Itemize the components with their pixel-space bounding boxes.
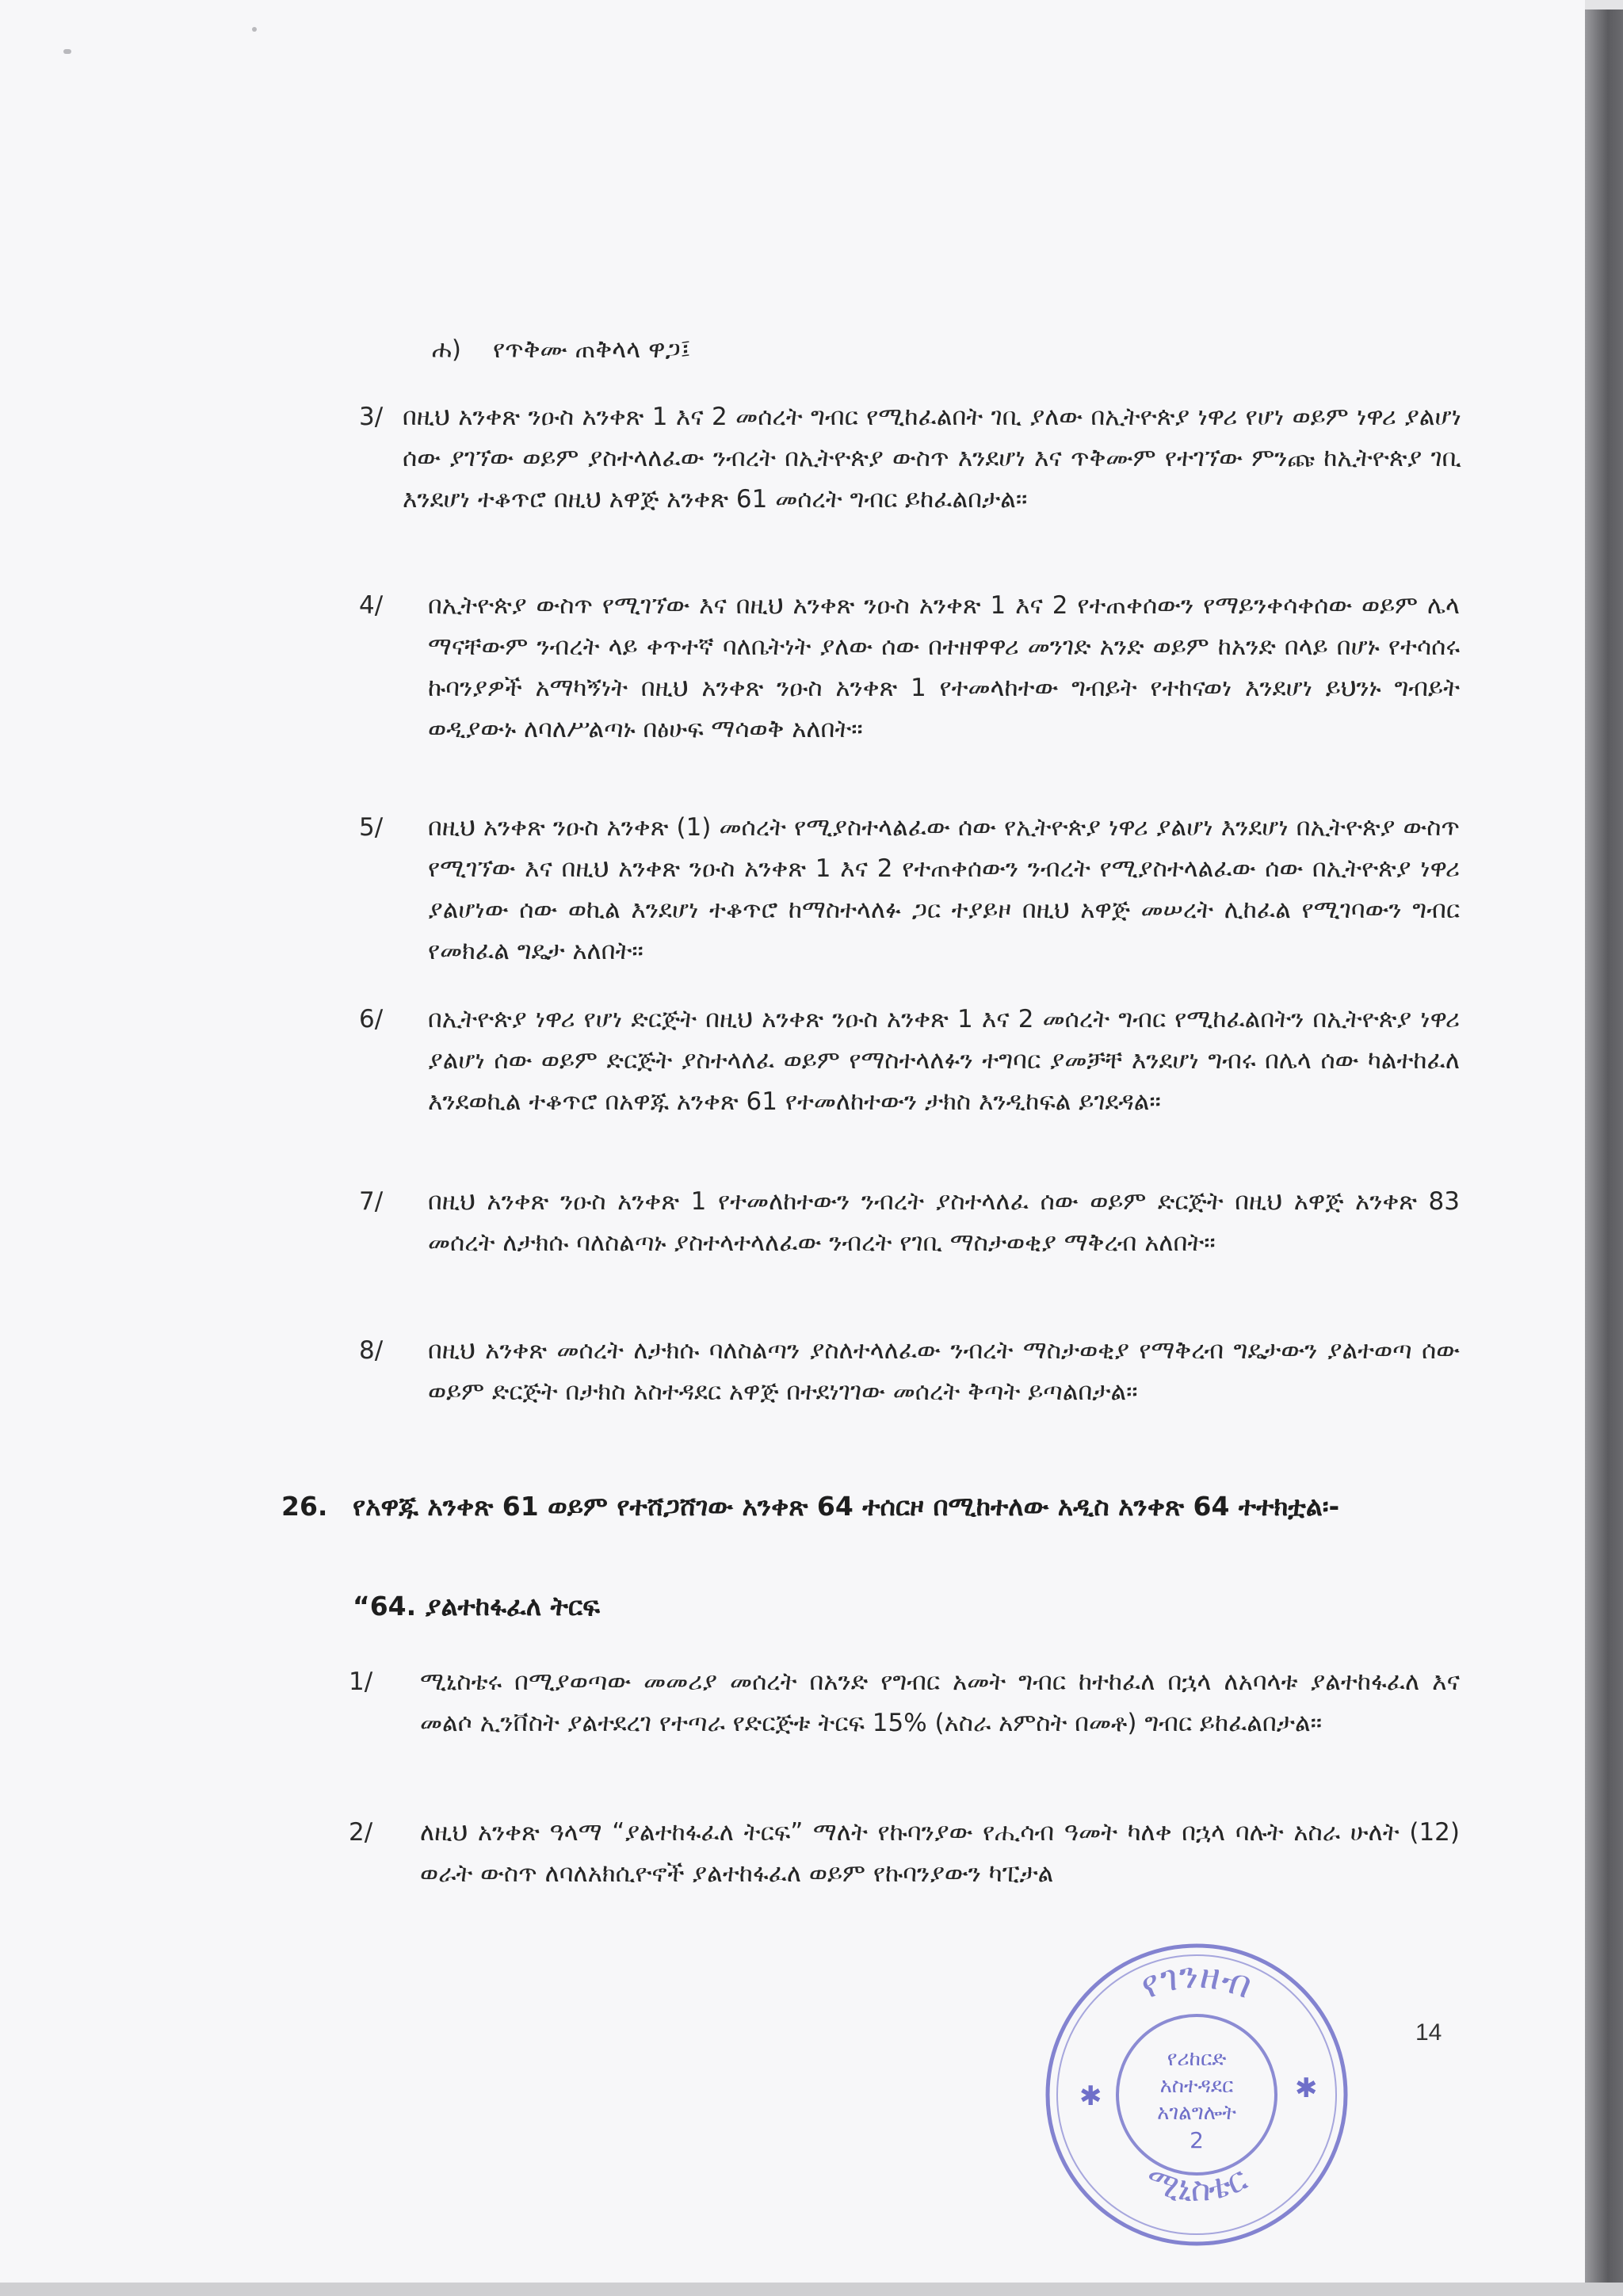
scan-bottom-edge xyxy=(0,2283,1623,2296)
stamp-center-text: የሪከርድ xyxy=(1167,2047,1227,2071)
item-text: የጥቅሙ ጠቅላላ ዋጋ፤ xyxy=(493,335,691,364)
item-text: ለዚህ አንቀጽ ዓላማ “ያልተከፋፈለ ትርፍ” ማለት የኩባንያው የሒሳብ ዓመት ካለቀ በኋላ ባሉት አስራ ሁለት (12) ወራት ውስጥ ለባለአክሲዮኖች ያልተከፋፈለ ወይም የኩባንያውን ካፒታል xyxy=(420,1818,1460,1888)
stamp-ring-bottom-text: ሚኒስቴር xyxy=(1140,2159,1253,2209)
item-text: በኢትዮጵያ ውስጥ የሚገኘው እና በዚህ አንቀጽ ንዑስ አንቀጽ 1 እና 2 የተጠቀሰውን የማይንቀሳቀሰው ወይም ሌላ ማናቸውም ንብረት ላይ ቀጥተኛ ባለቤትነት ያለው ሰው በተዘዋዋሪ መንገድ አንድ ወይም ከአንድ በላይ በሆኑ የተሳሰሩ ኩባንያዎች አማካኝነት በዚህ አንቀጽ ንዑስ አንቀጽ 1 የተመላከተው ግብይት የተከናወነ እንደሆነ ይህንኑ ግብይት ወዲያውኑ ለባለሥልጣኑ በፅሁፍ ማሳወቅ አለበት። xyxy=(428,591,1460,743)
stamp-center-text: አገልግሎት xyxy=(1157,2101,1236,2125)
item-text: በኢትዮጵያ ነዋሪ የሆነ ድርጅት በዚህ አንቀጽ ንዑስ አንቀጽ 1 እና 2 መሰረት ግብር የሚከፈልበትን በኢትዮጵያ ነዋሪ ያልሆነ ሰው ወይም ድርጅት ያስተላለፈ ወይም የማስተላለፉን ተግባር ያመቻቸ እንደሆነ ግብሩ በሌላ ሰው ካልተከፈለ እንደወኪል ተቆጥሮ በአዋጁ አንቀጽ 61 የተመለከተውን ታክስ እንዲከፍል ይገደዳል። xyxy=(428,1005,1460,1116)
stamp-center-text: አስተዳደር xyxy=(1159,2074,1234,2098)
scan-speck xyxy=(63,49,71,54)
section-number: 26. xyxy=(281,1491,328,1522)
item-number: ሐ) xyxy=(432,335,461,364)
official-stamp xyxy=(1030,1924,1363,2257)
subsection-title: “64. ያልተከፋፈለ ትርፍ xyxy=(353,1591,600,1622)
stamp-star-icon: ✱ xyxy=(1295,2073,1318,2104)
stamp-ring-top-text: የገንዘብ xyxy=(1134,1953,1258,2008)
item-text: በዚህ አንቀጽ ንዑስ አንቀጽ 1 የተመለከተውን ንብረት ያስተላለፈ ሰው ወይም ድርጅት በዚህ አዋጅ አንቀጽ 83 መሰረት ለታክሱ ባለስልጣኑ ያስተላተላለፈው ንብረት የገቢ ማስታወቂያ ማቅረብ አለበት። xyxy=(428,1187,1460,1257)
item-text: በዚህ አንቀጽ ንዑስ አንቀጽ 1 እና 2 መሰረት ግብር የሚከፈልበት ገቢ ያለው በኢትዮጵያ ነዋሪ የሆነ ወይም ነዋሪ ያልሆነ ሰው ያገኘው ወይም ያስተላለፈው ንብረት በኢትዮጵያ ውስጥ እንደሆነ እና ጥቅሙም የተገኘው ምንጩ ከኢትዮጵያ ገቢ እንደሆነ ተቆጥሮ በዚህ አዋጅ አንቀጽ 61 መሰረት ግብር ይከፈልበታል። xyxy=(403,403,1461,514)
section-title: የአዋጁ አንቀጽ 61 ወይም የተሸጋሸገው አንቀጽ 64 ተሰርዞ በሚከተለው አዲስ አንቀጽ 64 ተተክቷል፡- xyxy=(353,1491,1340,1522)
item-number: 6/ xyxy=(359,1005,384,1033)
item-number: 8/ xyxy=(359,1336,384,1365)
item-number: 4/ xyxy=(359,591,384,620)
item-number: 1/ xyxy=(349,1668,373,1696)
item-number: 7/ xyxy=(359,1187,384,1216)
item-number: 3/ xyxy=(359,403,384,431)
item-number: 5/ xyxy=(359,813,384,842)
item-text: በዚህ አንቀጽ ንዑስ አንቀጽ (1) መሰረት የሚያስተላልፈው ሰው የኢትዮጵያ ነዋሪ ያልሆነ እንደሆነ በኢትዮጵያ ውስጥ የሚገኘው እና በዚህ አንቀጽ ንዑስ አንቀጽ 1 እና 2 የተጠቀሰውን ንብረት የሚያስተላልፈው ሰው በኢትዮጵያ ነዋሪ ያልሆነው ሰው ወኪል እንደሆነ ተቆጥሮ ከማስተላለፉ ጋር ተያይዞ በዚህ አዋጅ መሠረት ሊከፈል የሚገባውን ግብር የመክፈል ግዴታ አለበት። xyxy=(428,813,1460,965)
stamp-star-icon: ✱ xyxy=(1079,2080,1102,2112)
page-number: 14 xyxy=(1415,2019,1442,2046)
item-text: በዚህ አንቀጽ መሰረት ለታክሱ ባለስልጣን ያስለተላለፈው ንብረት ማስታወቂያ የማቅረብ ግዴታውን ያልተወጣ ሰው ወይም ድርጅት በታክስ አስተዳደር አዋጅ በተደነገገው መሰረት ቅጣት ይጣልበታል። xyxy=(428,1336,1460,1406)
item-text: ሚኒስቴሩ በሚያወጣው መመሪያ መሰረት በአንድ የግብር አመት ግብር ከተከፈለ በኋላ ለአባላቱ ያልተከፋፈለ እና መልሶ ኢንቨስት ያልተደረገ የተጣራ የድርጅቱ ትርፍ 15% (አስራ አምስት በመቶ) ግብር ይከፈልበታል። xyxy=(420,1668,1460,1737)
item-number: 2/ xyxy=(349,1818,373,1847)
scan-right-edge xyxy=(1585,10,1623,2296)
scan-speck xyxy=(252,27,257,32)
stamp-center-number: 2 xyxy=(1190,2127,1204,2153)
